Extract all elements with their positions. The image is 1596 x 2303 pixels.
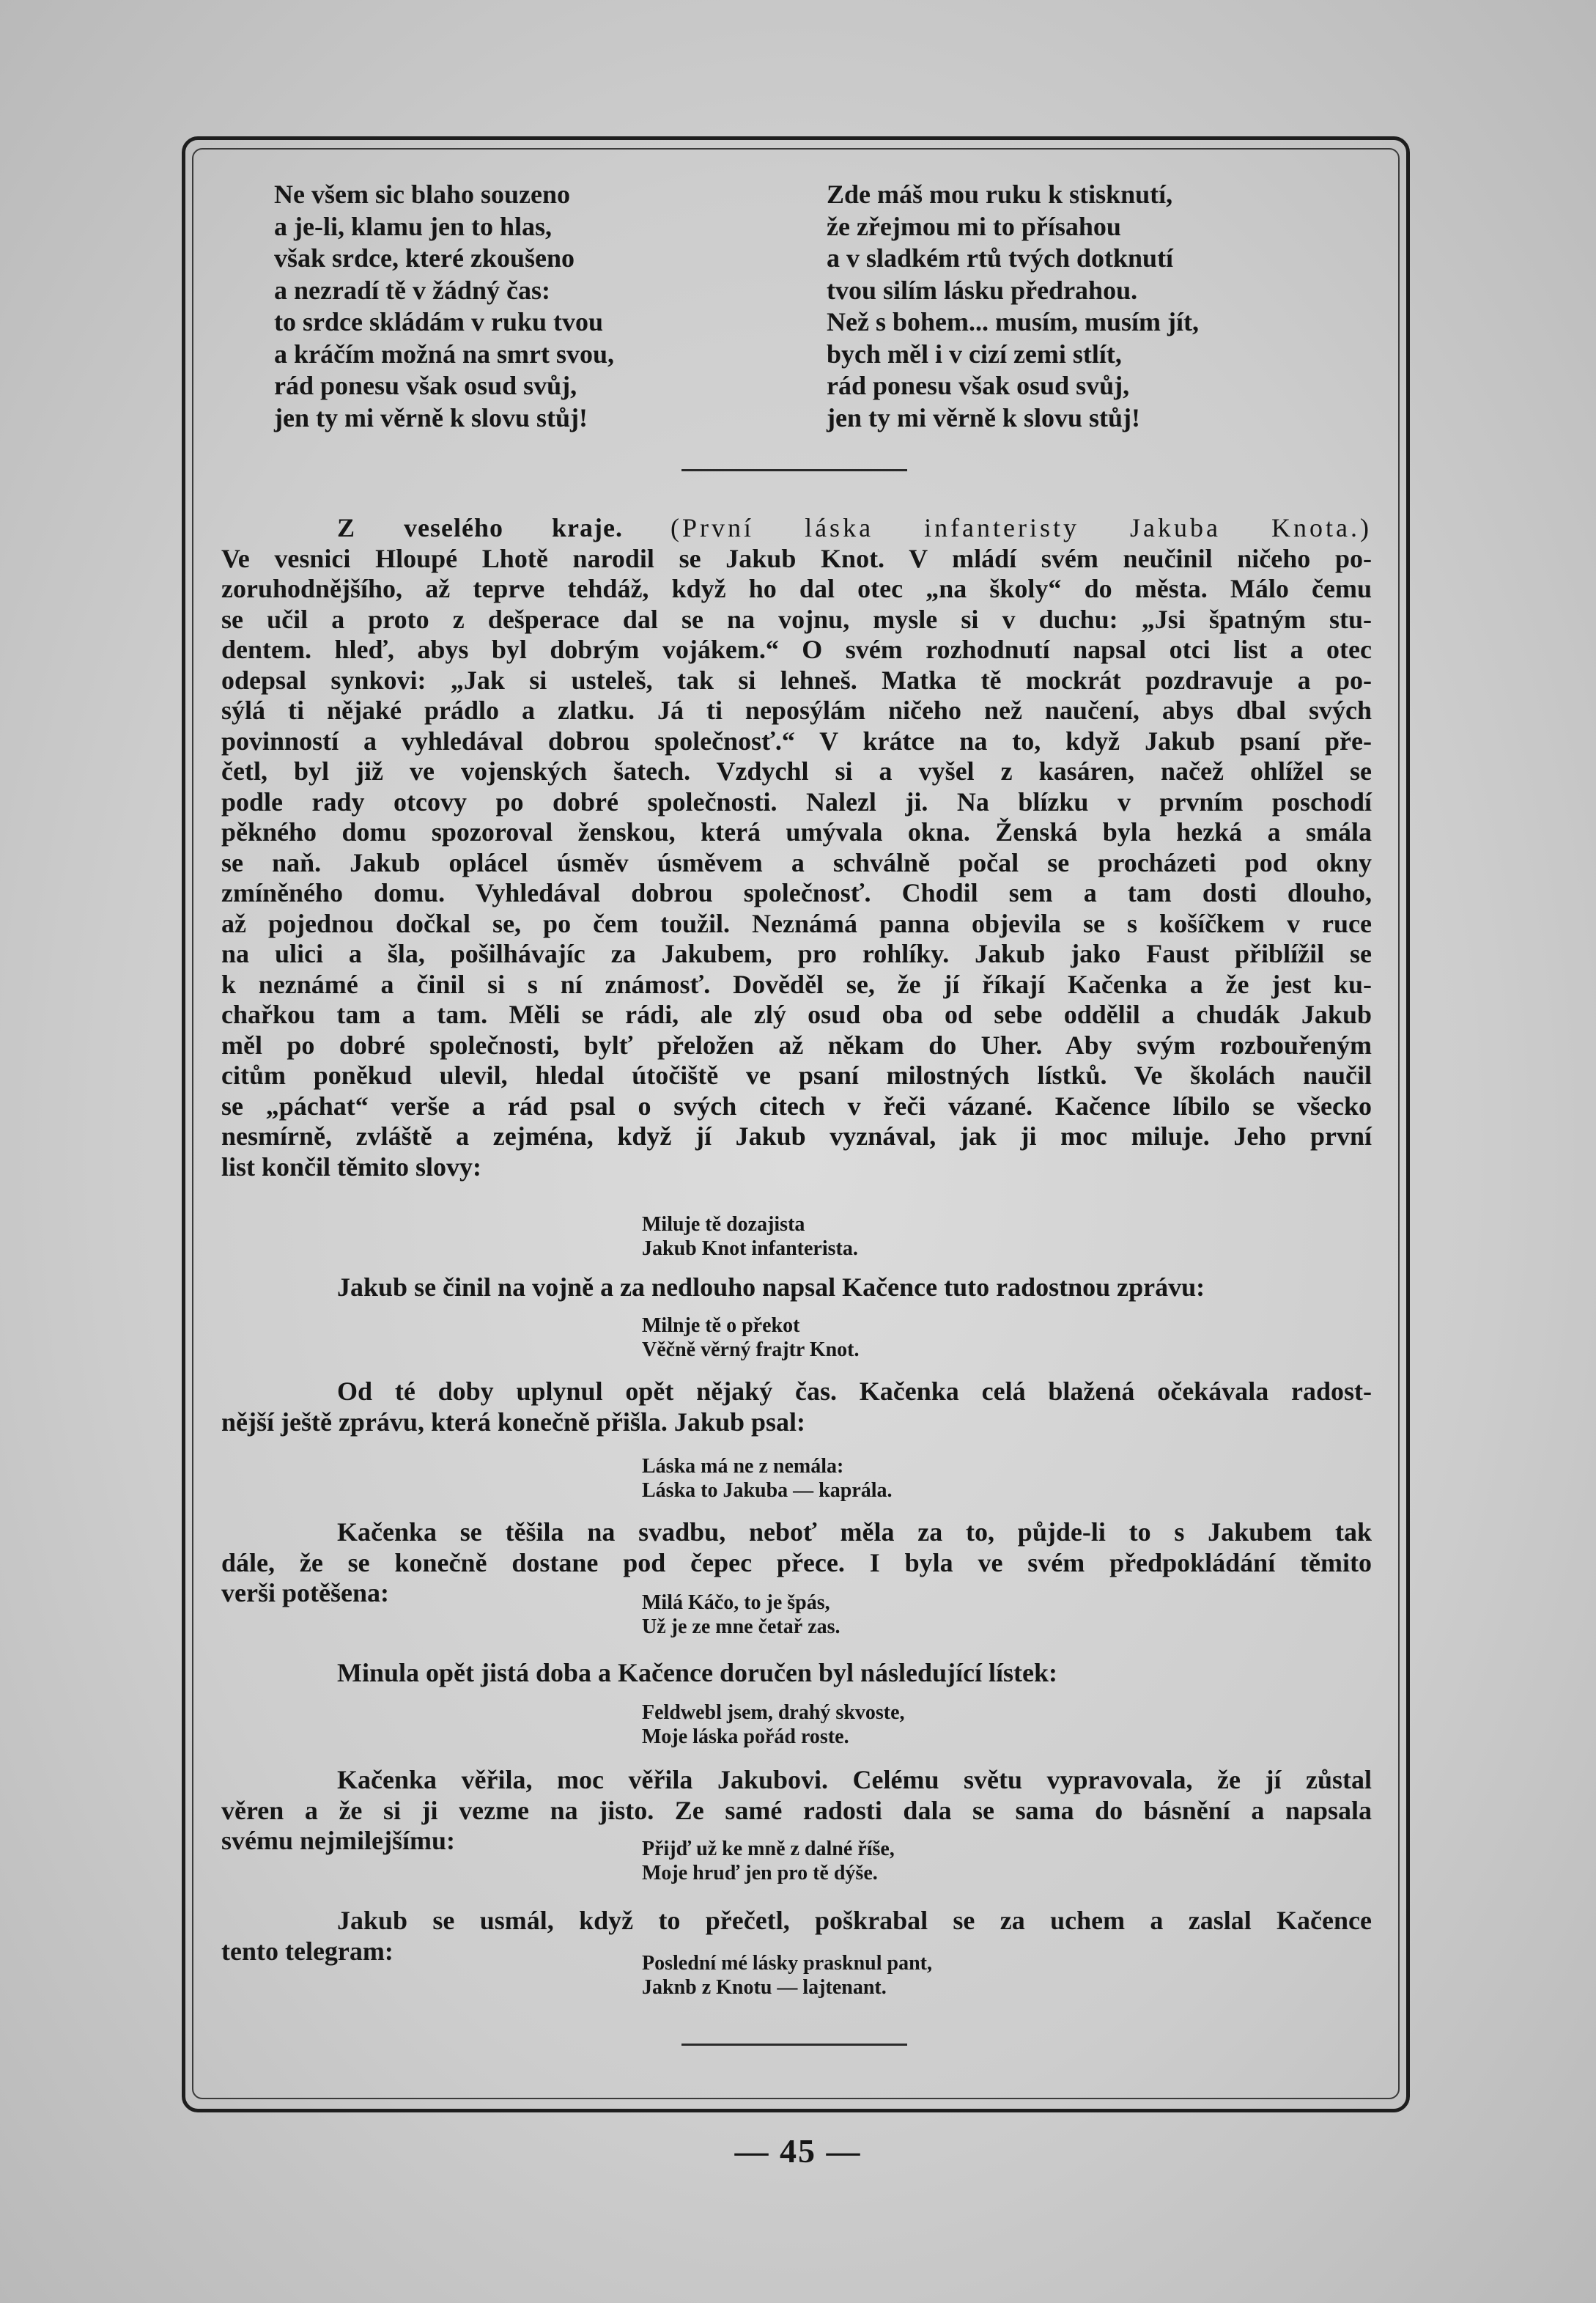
poem-line: a v sladkém rtů tvých dotknutí bbox=[827, 243, 1174, 273]
text-line: dále, že se konečně dostane pod čepec přece. I byla ve svém předpokládání těmito bbox=[221, 1547, 1372, 1577]
quoted-note-4 bbox=[642, 1591, 841, 1639]
text-line: četl, byl již ve vojenských šatech. Vzdychl si a vyšel z kasáren, načež ohlížel se bbox=[221, 756, 1372, 786]
poem-right-column bbox=[827, 179, 1199, 434]
poem-line: tvou silím lásku předrahou. bbox=[827, 275, 1138, 305]
poem-line: a nezradí tě v žádný čas: bbox=[274, 275, 550, 305]
note-line: Milá Káčo, to je špás, bbox=[642, 1591, 830, 1614]
section-divider bbox=[681, 469, 907, 471]
text-line: tento telegram: bbox=[221, 1936, 394, 1966]
text-line: Ve vesnici Hloupé Lhotě narodil se Jakub Knot. V mládí svém neučinil ničeho po- bbox=[221, 543, 1372, 573]
text-line: až pojednou dočkal se, po čem toužil. Neznámá panna objevila se s košíčkem v ruce bbox=[221, 908, 1372, 938]
text-line: Kačenka se těšila na svadbu, neboť měla za to, půjde-li to s Jakubem tak bbox=[337, 1517, 1372, 1547]
poem-line: jen ty mi věrně k slovu stůj! bbox=[274, 402, 588, 432]
text-line: se učil a proto z dešperace dal se na vojnu, mysle si v duchu: „Jsi špatným stu- bbox=[221, 604, 1372, 634]
poem-line: bych měl i v cizí zemi stlít, bbox=[827, 339, 1122, 369]
quoted-note-2 bbox=[642, 1313, 860, 1362]
quoted-note-7 bbox=[642, 1951, 932, 2000]
note-line: Miluje tě dozajista bbox=[642, 1213, 805, 1236]
page-number: — 45 — bbox=[734, 2132, 862, 2170]
note-line: Jaknb z Knotu — lajtenant. bbox=[642, 1976, 887, 1999]
text-line: zmíněného domu. Vyhledával dobrou společnosť. Chodil sem a tam dosti dlouho, bbox=[221, 878, 1372, 907]
text-line: citům poněkud ulevil, hledal útočiště ve psaní milostných lístků. Ve školách naučil bbox=[221, 1061, 1372, 1090]
poem-line: a kráčím možná na smrt svou, bbox=[274, 339, 614, 369]
poem-line: a je-li, klamu jen to hlas, bbox=[274, 211, 553, 241]
poem-left-column bbox=[274, 179, 614, 434]
text-line: věren a že si ji vezme na jisto. Ze samé radosti dala se sama do básnění a napsala bbox=[221, 1795, 1372, 1825]
note-line: Láska má ne z nemála: bbox=[642, 1455, 844, 1478]
text-line: Kačenka věřila, moc věřila Jakubovi. Celému světu vypravovala, že jí zůstal bbox=[337, 1765, 1372, 1794]
text-line: Jakub se usmál, když to přečetl, poškrabal se za uchem a zaslal Kačence bbox=[337, 1906, 1372, 1935]
text-line: verši potěšena: bbox=[221, 1578, 389, 1607]
text-line: zoruhodnějšího, až teprve tehdáž, když ho dal otec „na školy“ do města. Málo čemu bbox=[221, 574, 1372, 603]
text-line: odepsal synkovi: „Jak si usteleš, tak si lehneš. Matka tě mockrát pozdravuje a po- bbox=[221, 665, 1372, 695]
text-line: se naň. Jakub oplácel úsměv úsměvem a schválně počal se procházeti pod okny bbox=[221, 847, 1372, 877]
story-paragraph-2 bbox=[221, 1272, 1372, 1303]
text-line: nější ještě zprávu, která konečně přišla. Jakub psal: bbox=[221, 1407, 806, 1437]
note-line: Milnje tě o překot bbox=[642, 1314, 800, 1337]
poem-line: však srdce, které zkoušeno bbox=[274, 243, 575, 273]
text-line: nesmírně, zvláště a zejména, když jí Jakub vyznával, jak ji moc miluje. Jeho první bbox=[221, 1121, 1372, 1151]
quoted-note-1 bbox=[642, 1212, 858, 1261]
story-paragraph-1 bbox=[221, 513, 1372, 1182]
text-line: pěkného domu spozoroval ženskou, která umývala okna. Ženská byla hezká a smála bbox=[221, 817, 1372, 847]
poem-line: jen ty mi věrně k slovu stůj! bbox=[827, 402, 1140, 432]
note-line: Věčně věrný frajtr Knot. bbox=[642, 1338, 860, 1361]
text-line: chařkou tam a tam. Měli se rádi, ale zlý osud oba od sebe oddělil a chudák Jakub bbox=[221, 1000, 1372, 1029]
note-line: Moje hruď jen pro tě dýše. bbox=[642, 1862, 878, 1884]
story-title: Z veselého kraje. bbox=[337, 513, 624, 542]
text-line: sýlá ti nějaké prádlo a zlatku. Já ti neposýlám ničeho než naučení, abys dbal svých bbox=[221, 696, 1372, 725]
poem-line: Zde máš mou ruku k stisknutí, bbox=[827, 180, 1173, 209]
text-line: svému nejmilejšímu: bbox=[221, 1826, 455, 1855]
poem-line: Ne všem sic blaho souzeno bbox=[274, 180, 570, 209]
text-line: Jakub se činil na vojně a za nedlouho napsal Kačence tuto radostnou zprávu: bbox=[337, 1272, 1205, 1302]
story-heading bbox=[221, 513, 1372, 544]
poem-line: že zřejmou mi to přísahou bbox=[827, 211, 1121, 241]
quoted-note-6 bbox=[642, 1837, 895, 1885]
note-line: Přijď už ke mně z dalné říše, bbox=[642, 1838, 895, 1860]
note-line: Poslední mé lásky prasknul pant, bbox=[642, 1952, 932, 1975]
quoted-note-5 bbox=[642, 1700, 905, 1749]
note-line: Moje láska pořád roste. bbox=[642, 1725, 849, 1748]
note-line: Láska to Jakuba — kaprála. bbox=[642, 1479, 893, 1502]
story-paragraph-5 bbox=[221, 1658, 1372, 1689]
text-line: podle rady otcovy po dobré společnosti. Nalezl ji. Na blízku v prvním poschodí bbox=[221, 786, 1372, 817]
text-line: dentem. hleď, abys byl dobrým vojákem.“ O svém rozhodnutí napsal otci list a otec bbox=[221, 635, 1372, 664]
text-line: Od té doby uplynul opět nějaký čas. Kačenka celá blažená očekávala radost- bbox=[337, 1377, 1372, 1406]
quoted-note-3 bbox=[642, 1454, 893, 1503]
poem-line: to srdce skládám v ruku tvou bbox=[274, 307, 604, 336]
note-line: Už je ze mne četař zas. bbox=[642, 1615, 841, 1638]
text-line: Minula opět jistá doba a Kačence doručen byl následující lístek: bbox=[337, 1658, 1058, 1687]
poem-line: rád ponesu však osud svůj, bbox=[827, 371, 1130, 400]
note-line: Jakub Knot infanterista. bbox=[642, 1237, 858, 1260]
text-line: k neznámé a činil si s ní známosť. Dověděl se, že jí říkají Kačenka a že jest ku- bbox=[221, 969, 1372, 999]
text-line: povinností a vyhledával dobrou společnosť.“ V krátce na to, když Jakub psaní pře- bbox=[221, 726, 1372, 756]
note-line: Feldwebl jsem, drahý skvoste, bbox=[642, 1701, 905, 1724]
text-line: se „páchat“ verše a rád psal o svých citech v řeči vázané. Kačence líbilo se všecko bbox=[221, 1091, 1372, 1121]
section-divider bbox=[681, 2044, 907, 2046]
text-line: na ulici a šla, pošilhávajíc za Jakubem, pro rohlíky. Jakub jako Faust přiblížil se bbox=[221, 939, 1372, 968]
poem-line: Než s bohem... musím, musím jít, bbox=[827, 307, 1199, 336]
text-line: list končil těmito slovy: bbox=[221, 1152, 481, 1182]
story-subtitle: (První láska infanteristy Jakuba Knota.) bbox=[670, 513, 1373, 542]
story-paragraph-3 bbox=[221, 1377, 1372, 1437]
text-line: měl po dobré společnosti, bylť přeložen až někam do Uher. Aby svým rozbouřeným bbox=[221, 1030, 1372, 1060]
poem-line: rád ponesu však osud svůj, bbox=[274, 371, 577, 400]
